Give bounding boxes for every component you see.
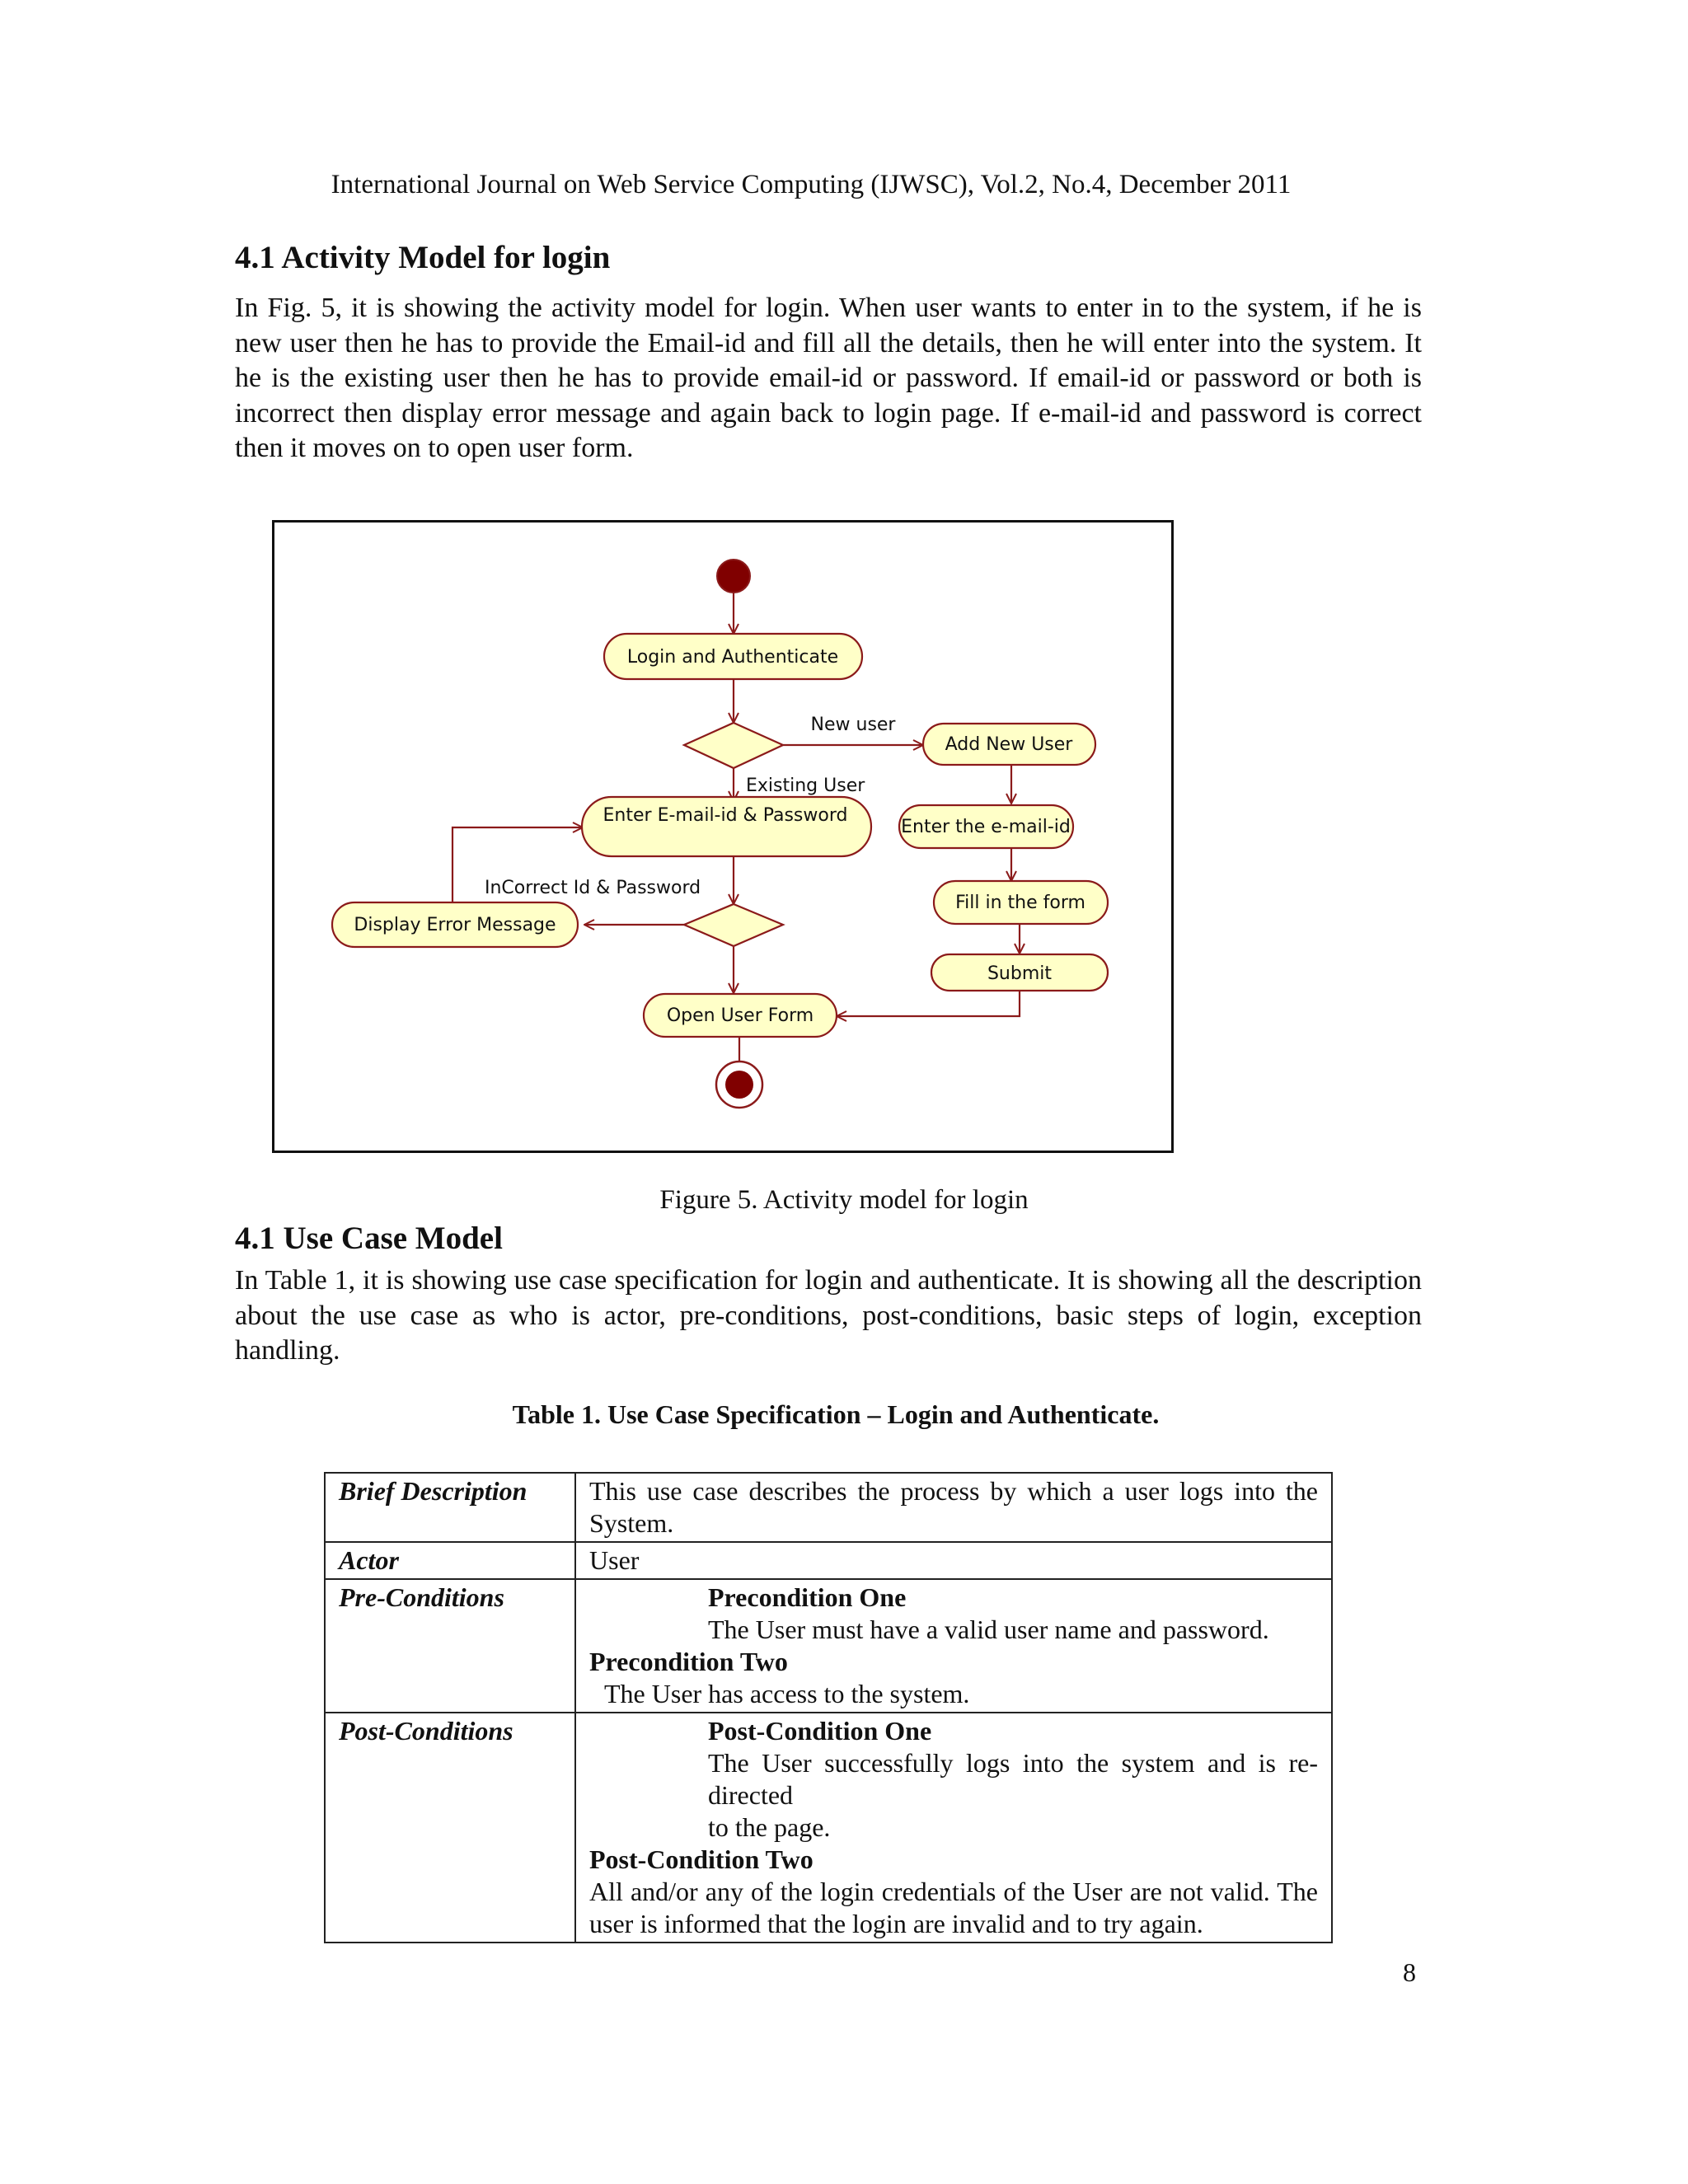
pre-two-title: Precondition Two <box>589 1647 788 1676</box>
activity-diagram <box>272 520 1174 1153</box>
figure-caption: Figure 5. Activity model for login <box>659 1185 1029 1215</box>
table-row <box>325 1473 1332 1542</box>
running-header: International Journal on Web Service Computing (IJWSC), Vol.2, No.4, December 2011 <box>331 170 1292 199</box>
edge-submit-open <box>837 988 1020 1016</box>
label-submit: Submit <box>987 963 1053 984</box>
table-row <box>325 1542 1332 1579</box>
label-existing-user: Existing User <box>746 776 865 796</box>
pre-one-text: The User must have a valid user name and password. <box>708 1615 1269 1644</box>
section-body-usecase: In Table 1, it is showing use case specification for login and authenticate. It is showing all the description about the use case as who is actor, pre-conditions, post-conditions, basic steps of login, exception handling. <box>235 1265 1422 1366</box>
post-two-text: All and/or any of the login credentials of the User are not valid. The user is informed that the login are invalid and to try again. <box>589 1877 1318 1938</box>
label-login: Login and Authenticate <box>626 647 839 668</box>
section-title-activity: 4.1 Activity Model for login <box>235 240 611 275</box>
activity-diagram-svg <box>272 520 1174 1153</box>
table-caption: Table 1. Use Case Specification – Login and Authenticate. <box>512 1399 1160 1429</box>
label-enter-email-pwd: Enter E-mail-id & Password <box>603 805 848 826</box>
label-open-form: Open User Form <box>666 1005 814 1026</box>
label-error: Display Error Message <box>354 915 556 935</box>
section-title-usecase: 4.1 Use Case Model <box>235 1221 503 1256</box>
post-one-text-cont: to the page. <box>708 1812 831 1842</box>
section-body-activity: In Fig. 5, it is showing the activity model for login. When user wants to enter in to the system, if he is new user then he has to provide the Email-id and fill all the details, then he will enter into the system. It he is the existing user then he has to provide email-id or password. If email-id or password or both is incorrect then display error message and again back to login page. If e-mail-id and password is correct then it moves on to open user form. <box>235 293 1422 463</box>
label-fill-form: Fill in the form <box>955 893 1085 913</box>
brief-text: This use case describes the process by which a user logs into the System. <box>575 1473 1332 1542</box>
post-one-text: The User successfully logs into the system and is re-directed <box>708 1748 1318 1810</box>
pre-two-text: The User has access to the system. <box>604 1679 970 1708</box>
end-node-inner <box>725 1071 753 1099</box>
decision-credentials <box>684 904 783 946</box>
pre-label: Pre-Conditions <box>325 1579 575 1713</box>
post-cell <box>575 1713 1332 1943</box>
start-node <box>717 560 750 593</box>
post-one-title: Post-Condition One <box>708 1716 932 1746</box>
post-label: Post-Conditions <box>325 1713 575 1943</box>
actor-label: Actor <box>325 1542 575 1579</box>
pre-one-title: Precondition One <box>708 1582 907 1612</box>
table-row <box>325 1713 1332 1943</box>
label-new-user: New user <box>810 715 896 735</box>
decision-user-type <box>684 723 783 768</box>
label-add-user: Add New User <box>945 734 1073 755</box>
table-row <box>325 1579 1332 1713</box>
page-number: 8 <box>1403 1957 1416 1987</box>
label-incorrect: InCorrect Id & Password <box>485 878 701 898</box>
label-enter-email: Enter the e-mail-id <box>901 817 1071 837</box>
post-two-title: Post-Condition Two <box>589 1844 814 1874</box>
actor-text: User <box>575 1542 1332 1579</box>
brief-label: Brief Description <box>325 1473 575 1542</box>
pre-cell <box>575 1579 1332 1713</box>
use-case-table <box>324 1472 1333 1943</box>
